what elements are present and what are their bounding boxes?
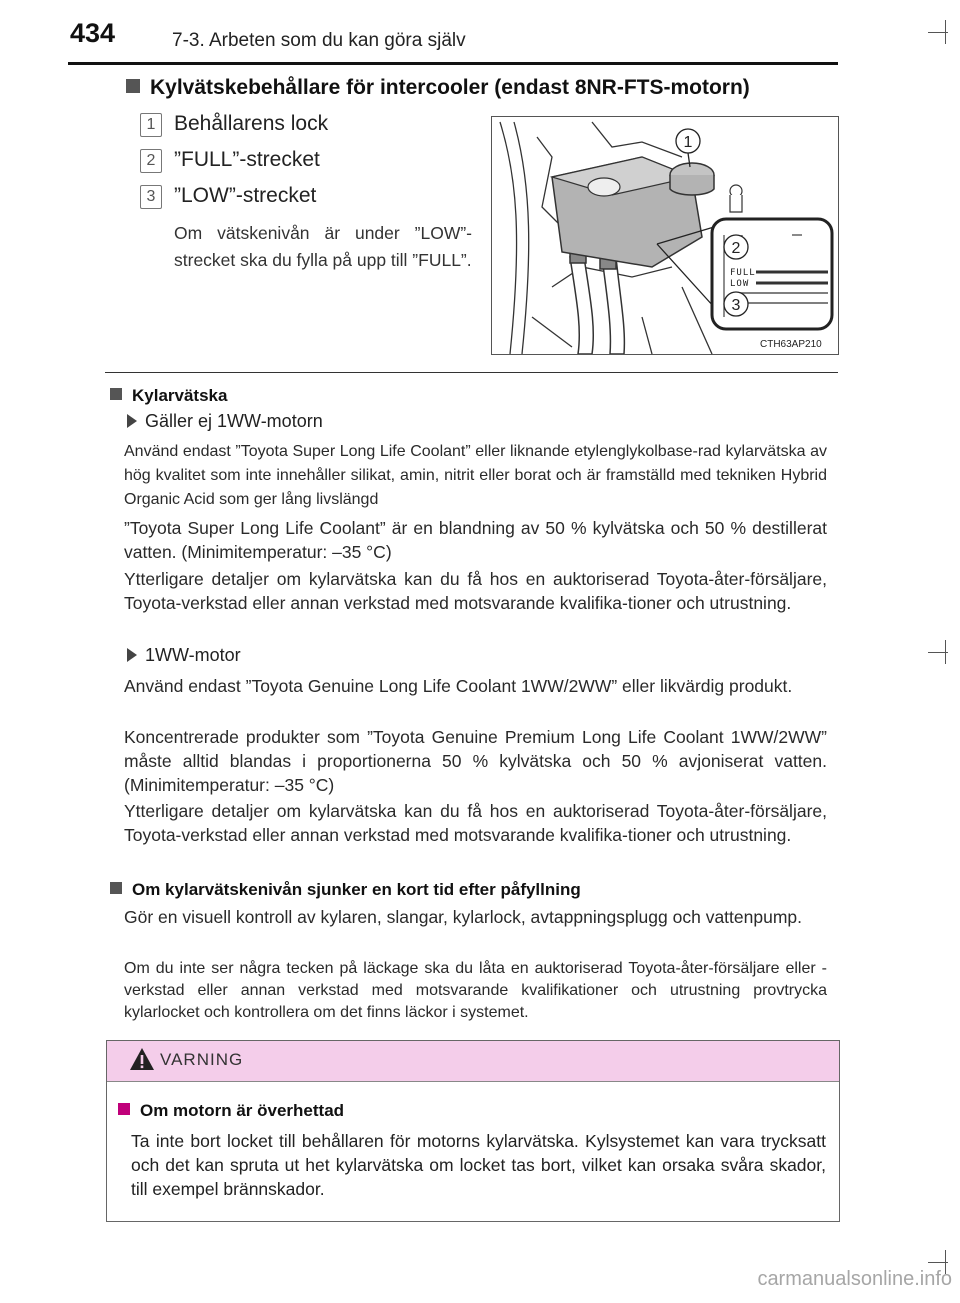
square-bullet-icon [110, 882, 122, 894]
coolant-1ww-paragraph-3: Ytterligare detaljer om kylarvätska kan du få hos en auktoriserad Toyota-åter-försäljare, Toyota-verkstad eller annan verkstad med motsvarande kvalifika-tioner och utrustning. [124, 801, 827, 845]
header-rule [68, 62, 838, 65]
warning-subtitle [118, 1101, 344, 1121]
intercooler-section-title [126, 76, 750, 100]
item-label-lid: Behållarens lock [174, 112, 329, 135]
warning-triangle-icon [129, 1047, 155, 1071]
coolant-paragraph-3: Ytterligare detaljer om kylarvätska kan du få hos en auktoriserad Toyota-åter-försäljare, Toyota-verkstad eller annan verkstad med motsvarande kvalifika-tioner och utrustning. [124, 569, 827, 613]
coolant-1ww-paragraph-2: Koncentrerade produkter som ”Toyota Genuine Premium Long Life Coolant 1WW/2WW” måste alltid blandas i proportionerna 50 % kylvätska och 50 % avjoniserat vatten. (Minimitemperatur: –35 °C) [124, 727, 827, 795]
figure-callout-3: 3 [731, 297, 741, 314]
square-bullet-icon [110, 388, 122, 400]
figure-callout-1: 1 [683, 134, 693, 151]
chapter-title: 7-3. Arbeten som du kan göra själv [172, 30, 466, 51]
warning-box [106, 1040, 840, 1222]
full-mark-text: FULL [730, 268, 756, 278]
callout-number-2: 2 [140, 149, 162, 173]
watermark: carmanualsonline.info [757, 1268, 952, 1290]
coolant-paragraph-2: ”Toyota Super Long Life Coolant” är en blandning av 50 % kylvätska och 50 % destillerat vatten. (Minimitemperatur: –35 °C) [124, 518, 827, 562]
level-drop-title-text: Om kylarvätskenivån sjunker en kort tid efter påfyllning [132, 880, 581, 899]
coolant-section-title [110, 386, 227, 406]
sub-heading-1ww [127, 645, 241, 666]
item-label-full: ”FULL”-strecket [174, 148, 320, 171]
coolant-title-text: Kylarvätska [132, 386, 228, 405]
intercooler-title-text: Kylvätskebehållare för intercooler (endast 8NR-FTS-motorn) [150, 76, 750, 99]
sub2-label: 1WW-motor [145, 645, 241, 665]
triangle-bullet-icon [127, 414, 137, 428]
callout-number-1: 1 [140, 113, 162, 137]
low-mark-text: LOW [730, 279, 750, 289]
warning-text: Ta inte bort locket till behållaren för motorns kylarvätska. Kylsystemet kan vara trycksatt och det kan spruta ut het kylarvätska om locket tas bort, vilket kan orsaka svåra skador, till exempel brännskador. [131, 1131, 826, 1199]
warning-title: VARNING [160, 1050, 244, 1069]
sub1-label: Gäller ej 1WW-motorn [145, 411, 323, 431]
reservoir-illustration [491, 116, 839, 355]
reservoir-drawing [492, 117, 838, 354]
level-drop-section-title [110, 880, 581, 900]
triangle-bullet-icon [127, 648, 137, 662]
square-bullet-icon [126, 79, 140, 93]
item-label-low: ”LOW”-strecket [174, 184, 317, 207]
sub-heading-not-1ww [127, 411, 323, 432]
level-drop-paragraph-2: Om du inte ser några tecken på läckage ska du låta en auktoriserad Toyota-åter-försäljare eller -verkstad eller annan verkstad med motsvarande kvalifikationer och utrustning provtrycka kylarlocket och kontrollera om det finns läckor i systemet. [124, 960, 827, 1021]
section-divider [105, 372, 838, 373]
page-number: 434 [70, 18, 116, 48]
level-drop-paragraph-1: Gör en visuell kontroll av kylaren, slangar, kylarlock, avtappningsplugg och vattenpump. [124, 907, 803, 927]
figure-callout-2: 2 [731, 240, 741, 257]
warning-header [107, 1041, 839, 1082]
coolant-1ww-paragraph-1: Använd endast ”Toyota Genuine Long Life Coolant 1WW/2WW” eller likvärdig produkt. [124, 676, 793, 696]
coolant-paragraph-1: Använd endast ”Toyota Super Long Life Coolant” eller liknande etylenglykolbase-rad kylarvätska av hög kvalitet som inte innehåller silikat, amin, nitrit eller borat och är framställd med tekniken Hybrid Organic Acid som ger lång livslängd [124, 443, 827, 508]
figure-code: CTH63AP210 [760, 339, 822, 350]
warning-subtitle-text: Om motorn är överhettad [140, 1101, 345, 1120]
callout-number-3: 3 [140, 185, 162, 209]
square-bullet-icon [118, 1103, 130, 1115]
refill-note: Om vätskenivån är under ”LOW”-strecket ska du fylla på upp till ”FULL”. [174, 223, 472, 270]
